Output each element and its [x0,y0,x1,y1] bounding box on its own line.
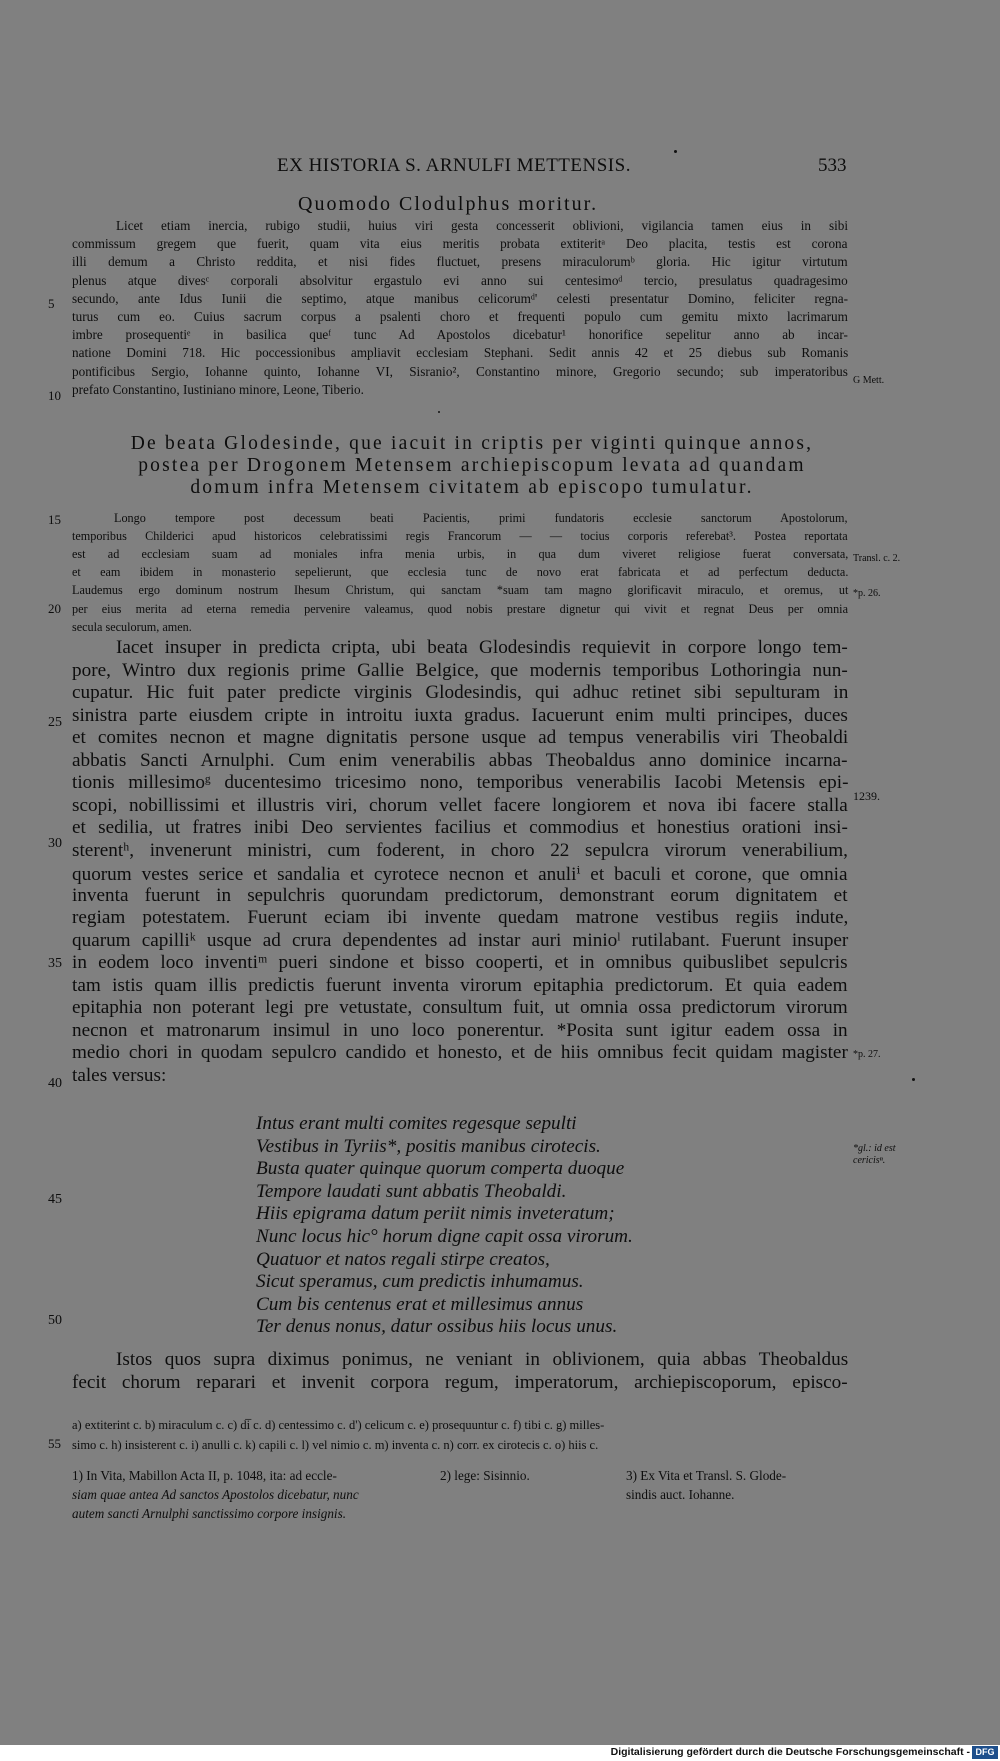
line-number: 25 [48,715,62,730]
text-line: scopi, nobillissimi et illustris viri, chorum vellet facere longiorem et nova ibi facere stalla [72,794,848,816]
text-line: et sedilia, ut fratres inibi Deo servientes facilius et commodius et honestius orationi insi- [72,817,848,838]
margin-note: Transl. c. 2. [853,553,901,564]
text-line: commissum gregem que fuerit, quam vita eius meritis probata extiteritᵃ Deo placita, testis est corona [72,236,848,252]
footnote-3 [626,1466,786,1504]
text-line: Licet etiam inercia, rubigo studii, huius viri gesta concesserit oblivioni, vigilancia tamen eius in sibi [116,218,849,233]
text-line: sterentʰ, invenerunt ministri, cum foderent, in choro 22 sepulcra virorum venerabilium, [72,839,848,861]
heading-line: postea per Drogonem Metensem archiepiscopum levata ad quandam [138,455,806,476]
text-line: natione Domini 718. Hic poccessionibus ampliavit ecclesiam Stephani. Sedit annis 42 et 25 diebus sub Romanis [72,345,849,361]
footnote-line: siam quae antea Ad sanctos Apostolos dicebatur, nunc [72,1487,359,1502]
text-line: Busta quater quinque quorum comperta duoque [256,1158,625,1180]
footnote-line: autem sancti Arnulphi sanctissimo corpore insignis. [72,1506,347,1521]
scan-speck [674,150,677,153]
line-number: 50 [48,1313,62,1328]
footnote-2 [440,1466,530,1485]
text-line: quorum vestes serice et sandalia et cyrotece necnon et anuliⁱ et baculi et corone, que omnia [72,864,848,885]
text-line: Iacet insuper in predicta cripta, ubi beata Glodesindis requievit in corpore longo tem- [116,637,848,658]
text-line: Nunc locus hic° horum digne capit ossa virorum. [256,1226,633,1247]
line-number: 5 [48,296,55,311]
text-line: per eius merita ad eterna remedia pervenire valeamus, quod nobis prestare dignetur qui vivit et regnat Deus per omnia [72,601,848,616]
text-line: Sicut speramus, cum predictis inhumamus. [256,1271,584,1293]
margin-note: *p. 27. [853,1049,881,1060]
text-line: secundo, ante Idus Iunii die septimo, atque manibus celicorumᵈ' celesti presentatur Domino, feliciter regna- [72,290,849,306]
text-line: turus cum eo. Cuius sacrum corpus a psalenti choro et frequenti populo cum gemitu mixto lacrimarum [72,309,848,324]
text-line: inventa fuerunt in sepulchris quorundam predictorum, demonstrant eorum dignitatem et [72,884,848,906]
line-number: 15 [48,512,61,527]
text-line: tionis millesimoᵍ ducentesimo tricesimo nono, temporibus venerabilis Iacobi Metensis epi- [72,772,849,793]
text-line: temporibus Childerici apud historicos celebratissimi regis Francorum — — tocius corporis referebat³. Postea reportata [72,529,848,544]
text-line: tam istis quam illis predictis fuerunt inventa virorum epitaphia predictorum. Et quia eadem [72,974,848,996]
text-line: necnon et matronarum insimul in uno loco ponerentur. *Posita sunt igitur eadem ossa in [72,1019,848,1041]
scan-speck [438,411,440,413]
margin-note: G Mett. [853,375,885,386]
text-line: sinistra parte eiusdem cripte in introitu iuxta gradus. Iacuerunt enim multi principes, duces [72,704,848,726]
dfg-logo-icon: DFG [972,1746,998,1759]
text-line: cupatur. Hic fuit pater predicte virginis Glodesindis, qui adhuc retinet sibi sepulturam in [72,682,849,703]
footnote-line: 2) lege: Sisinnio. [440,1468,530,1483]
margin-note: *gl.: id est [853,1143,896,1154]
footnote-line: 3) Ex Vita et Transl. S. Glode- [626,1468,787,1483]
text-line: pore, Wintro dux regionis prime Gallie Belgice, que modernis temporibus Lothoringia nun- [72,659,848,681]
text-line: et comites necnon et magne dignitatis persone usque ad tempus venerabilis viri Theobaldi [72,727,849,748]
apparatus-line: simo c. h) insisterent c. i) anulli c. k) capili c. l) vel nimio c. m) inventa c. n) corr. ex cirotecis c. o) hiis c. [72,1438,599,1452]
text-line: Quatuor et natos regali stirpe creatos, [256,1248,550,1270]
text-line: in eodem loco inventiᵐ pueri sindone et bisso cooperti, et in omnibus quibuslibet sepulcris [72,952,848,973]
heading-line: De beata Glodesinde, que iacuit in criptis per viginti quinque annos, [130,433,814,454]
text-line: quarum capilliᵏ usque ad crura dependentes ad instar auri minioˡ rutilabant. Fuerunt insuper [72,929,849,951]
section-heading-glodesinde [72,433,872,499]
text-line: prefato Constantino, Iustiniano minore, Leone, Tiberio. [72,381,364,397]
text-line: Istos quos supra diximus ponimus, ne veniant in oblivionem, quia abbas Theobaldus [116,1349,849,1370]
text-line: abbatis Sancti Arnulphi. Cum enim venerabilis abbas Theobaldus anno dominice incarna- [72,749,848,771]
text-line: Cum bis centenus erat et millesimus annus [256,1293,584,1315]
line-number: 40 [48,1076,62,1091]
footnote-line: 1) In Vita, Mabillon Acta II, p. 1048, ita: ad eccle- [72,1468,337,1483]
line-number: 30 [48,836,62,851]
text-line: pontificibus Sergio, Iohanne quinto, Iohanne VI, Sisranio², Constantino minore, Gregorio secundo; sub imperatoribus [72,363,848,379]
running-head [0,155,1000,181]
text-line: tales versus: [72,1064,167,1086]
text-line: illi demum a Christo reddita, et nisi fides fluctuet, presens miraculorumᵇ gloria. Hic igitur virtutum [72,254,848,270]
footer-credit: Digitalisierung gefördert durch die Deutsche Forschungsgemeinschaft - [610,1746,970,1758]
text-line: medio chori in quodam sepulcro candido et honesto, et de hiis omnibus fecit quidam magister [72,1042,848,1063]
line-number: 10 [48,388,61,403]
text-line: Hiis epigrama datum periit nimis inveteratum; [256,1203,615,1225]
text-line: Ter denus nonus, datur ossibus hiis locus unus. [256,1316,618,1338]
section-heading-clodulphus: Quomodo Clodulphus moritur. [298,193,599,215]
line-number: 35 [48,956,62,971]
text-line: est ad ecclesiam suam ad moniales infra menia urbis, in qua dum viveret religiose fuerat conversata, [72,547,849,562]
text-line: secula seculorum, amen. [72,619,192,634]
text-line: Intus erant multi comites regesque sepulti [256,1113,577,1134]
running-title: EX HISTORIA S. ARNULFI METTENSIS. [277,155,631,176]
footnote-1 [72,1466,359,1523]
margin-note: 1239. [853,789,880,803]
text-line: regiam potestatem. Fuerunt eciam ibi invente quedam matrone vestibus regiis indute, [72,907,849,928]
scan-speck [912,1078,915,1081]
text-line: imbre prosequentiᵉ in basilica queᶠ tunc Ad Apostolos dicebatur¹ honorifice sepelitur anno ab incar- [72,327,848,343]
footnote-line: sindis auct. Iohanne. [626,1487,735,1502]
margin-note: cericisⁿ. [853,1155,886,1166]
margin-note: *p. 26. [853,588,881,599]
text-line: Tempore laudati sunt abbatis Theobaldi. [256,1180,567,1202]
text-line: epitaphia non poterant legi pre vetustate, consultum fuit, ut omnia ossa predictorum virorum [72,997,848,1018]
heading-line: domum infra Metensem civitatem ab episcopo tumulatur. [190,477,754,498]
text-line: Vestibus in Tyriis*, positis manibus cirotecis. [256,1135,601,1157]
text-line: fecit chorum reparari et invenit corpora regum, imperatorum, archiepiscoporum, episco- [72,1371,848,1393]
line-number: 20 [48,601,61,616]
text-line: Longo tempore post decessum beati Pacientis, primi fundatoris ecclesie sanctorum Apostolorum, [114,511,848,525]
page-number: 533 [818,155,847,176]
apparatus-line: a) extiterint c. b) miraculum c. c) di̅ c. d) centessimo c. d') celicum c. e) prosequuntur c. f) tibi c. g) milles- [72,1418,605,1432]
text-line: plenus atque divesᶜ corporali absolvitur ergastulo evi anno sui centesimoᵈ tercio, presulatus quadragesimo [72,272,848,288]
footer-bar [0,1745,1000,1761]
line-number: 55 [48,1436,61,1451]
line-number: 45 [48,1192,62,1207]
text-line: Laudemus ergo dominum nostrum Ihesum Christum, qui sanctam *suam tam magno glorificavit miraculo, et oremus, ut [72,583,849,598]
text-line: et eam ibidem in monasterio sepelierunt, que ecclesia tunc de novo erat fabricata et ad perfectum deducta. [72,565,849,580]
